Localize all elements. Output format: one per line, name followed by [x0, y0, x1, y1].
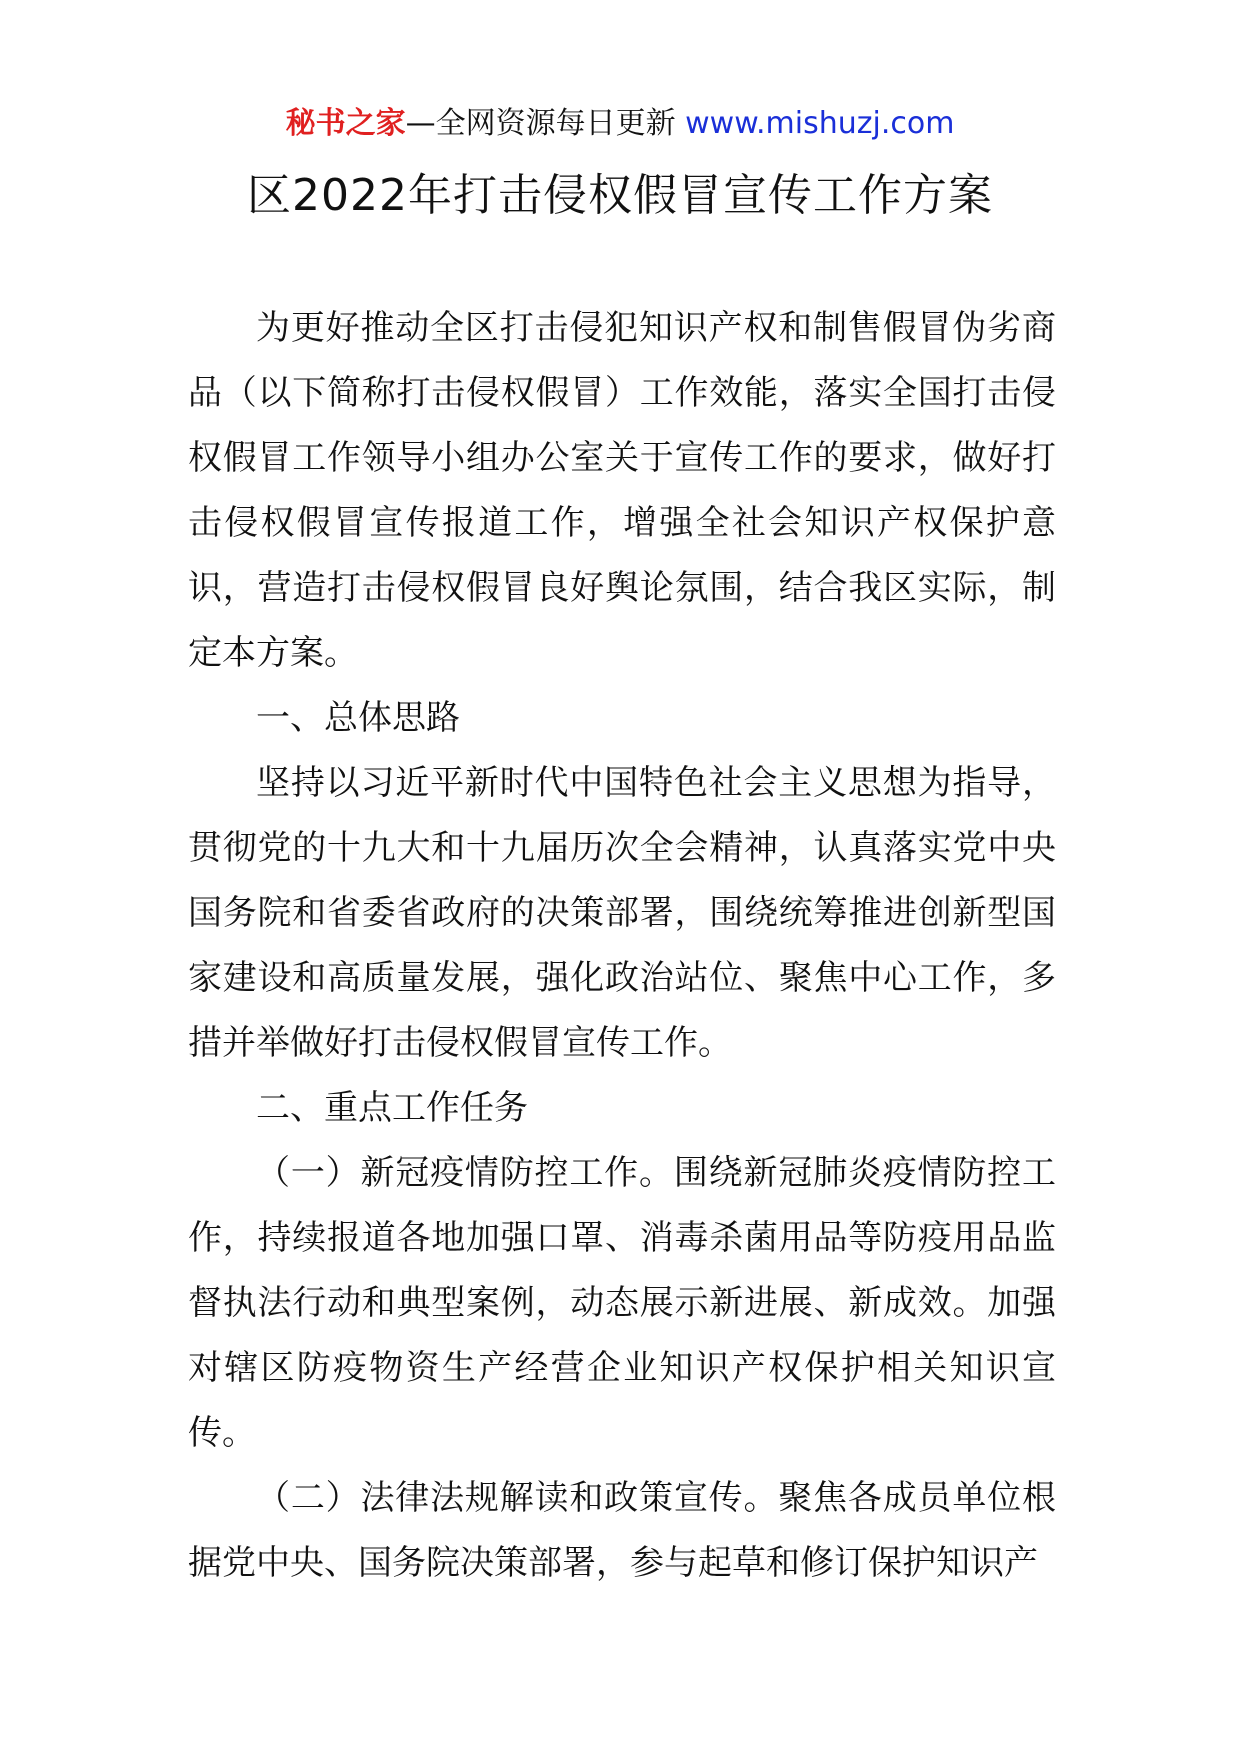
task-law-policy-paragraph: （二）法律法规解读和政策宣传。聚焦各成员单位根据党中央、国务院决策部署，参与起草和修订保护知识产 [188, 1478, 1056, 1583]
header-tagline: —全网资源每日更新 [405, 106, 676, 141]
section-heading-key-tasks: 二、重点工作任务 [256, 1088, 528, 1128]
document-title: 区2022年打击侵权假冒宣传工作方案 [247, 170, 993, 221]
task-epidemic-prevention-paragraph: （一）新冠疫情防控工作。围绕新冠肺炎疫情防控工作，持续报道各地加强口罩、消毒杀菌用品等防疫用品监督执法行动和典型案例，动态展示新进展、新成效。加强对辖区防疫物资生产经营企业知识产权保护相关知识宣传。 [188, 1153, 1056, 1453]
site-header [0, 104, 1240, 144]
brand-name: 秘书之家 [285, 106, 406, 141]
site-url-link[interactable]: www.mishuzj.com [685, 106, 955, 141]
section-heading-overall-approach: 一、总体思路 [256, 698, 460, 738]
document-body [188, 296, 1056, 1596]
intro-paragraph: 为更好推动全区打击侵犯知识产权和制售假冒伪劣商品（以下简称打击侵权假冒）工作效能，落实全国打击侵权假冒工作领导小组办公室关于宣传工作的要求，做好打击侵权假冒宣传报道工作，增强全社会知识产权保护意识，营造打击侵权假冒良好舆论氛围，结合我区实际，制定本方案。 [188, 308, 1056, 673]
overall-approach-paragraph: 坚持以习近平新时代中国特色社会主义思想为指导，贯彻党的十九大和十九届历次全会精神，认真落实党中央国务院和省委省政府的决策部署，围绕统筹推进创新型国家建设和高质量发展，强化政治站位、聚焦中心工作，多措并举做好打击侵权假冒宣传工作。 [188, 763, 1056, 1063]
